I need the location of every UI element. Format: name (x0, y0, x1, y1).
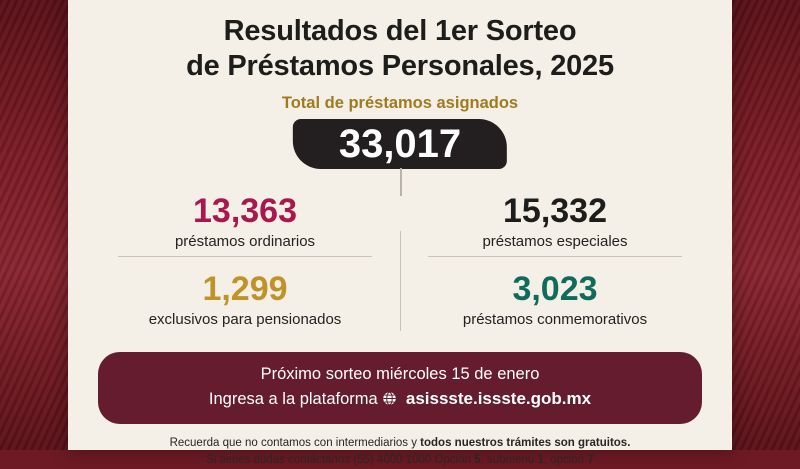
footnote-text-e: , opción (543, 454, 588, 466)
stat-especiales (400, 187, 710, 265)
footnote-text-a: Recuerda que no contamos con intermediarios y (169, 437, 421, 449)
stat-value: 1,299 (202, 270, 288, 308)
cta-platform-line (108, 387, 692, 411)
total-value-badge: 33,017 (293, 119, 507, 169)
stat-label: préstamos conmemorativos (462, 311, 648, 328)
cta-next-draw-text: Próximo sorteo miércoles 15 de enero (260, 365, 540, 383)
cta-banner (98, 352, 702, 424)
stat-ordinarios (90, 187, 400, 265)
footnote-text-d: , submenú (480, 454, 538, 466)
website-link[interactable]: asissste.issste.gob.mx (405, 389, 592, 408)
title-line-1: Resultados del 1er Sorteo (223, 15, 577, 47)
footnote-text-b: todos nuestros trámites son gratuitos. (420, 437, 631, 449)
poster-card (68, 0, 732, 466)
stat-conmemorativos (400, 265, 710, 336)
footnote-option-3: 7 (587, 454, 594, 466)
stat-divider (428, 256, 682, 257)
stat-pensionados (90, 265, 400, 336)
stats-grid (68, 187, 732, 336)
left-background-band (0, 0, 75, 450)
right-background-band (725, 0, 800, 450)
footnote-option-1: 5 (474, 454, 481, 466)
title-line-2: de Préstamos Personales, 2025 (186, 50, 614, 82)
poster-content (68, 0, 732, 466)
stat-divider (118, 256, 372, 257)
subtitle: Total de préstamos asignados (281, 94, 519, 112)
stat-label: préstamos especiales (482, 233, 628, 250)
footnote-text-c: Si tienes dudas contáctanos (55) 4000 1000 Opción (206, 454, 475, 466)
stat-label: exclusivos para pensionados (148, 311, 342, 328)
total-container (68, 119, 732, 173)
globe-icon (382, 389, 397, 404)
page-title (94, 14, 706, 84)
stat-value: 3,023 (512, 270, 598, 308)
footnote (68, 435, 732, 469)
footnote-option-2: 1 (537, 454, 544, 466)
cta-platform-text: Ingresa a la plataforma (208, 390, 378, 408)
stat-value: 13,363 (193, 192, 297, 230)
footnote-line-2 (68, 452, 732, 469)
stat-label: préstamos ordinarios (174, 233, 316, 250)
footnote-line-1 (68, 435, 732, 452)
stat-value: 15,332 (503, 192, 607, 230)
